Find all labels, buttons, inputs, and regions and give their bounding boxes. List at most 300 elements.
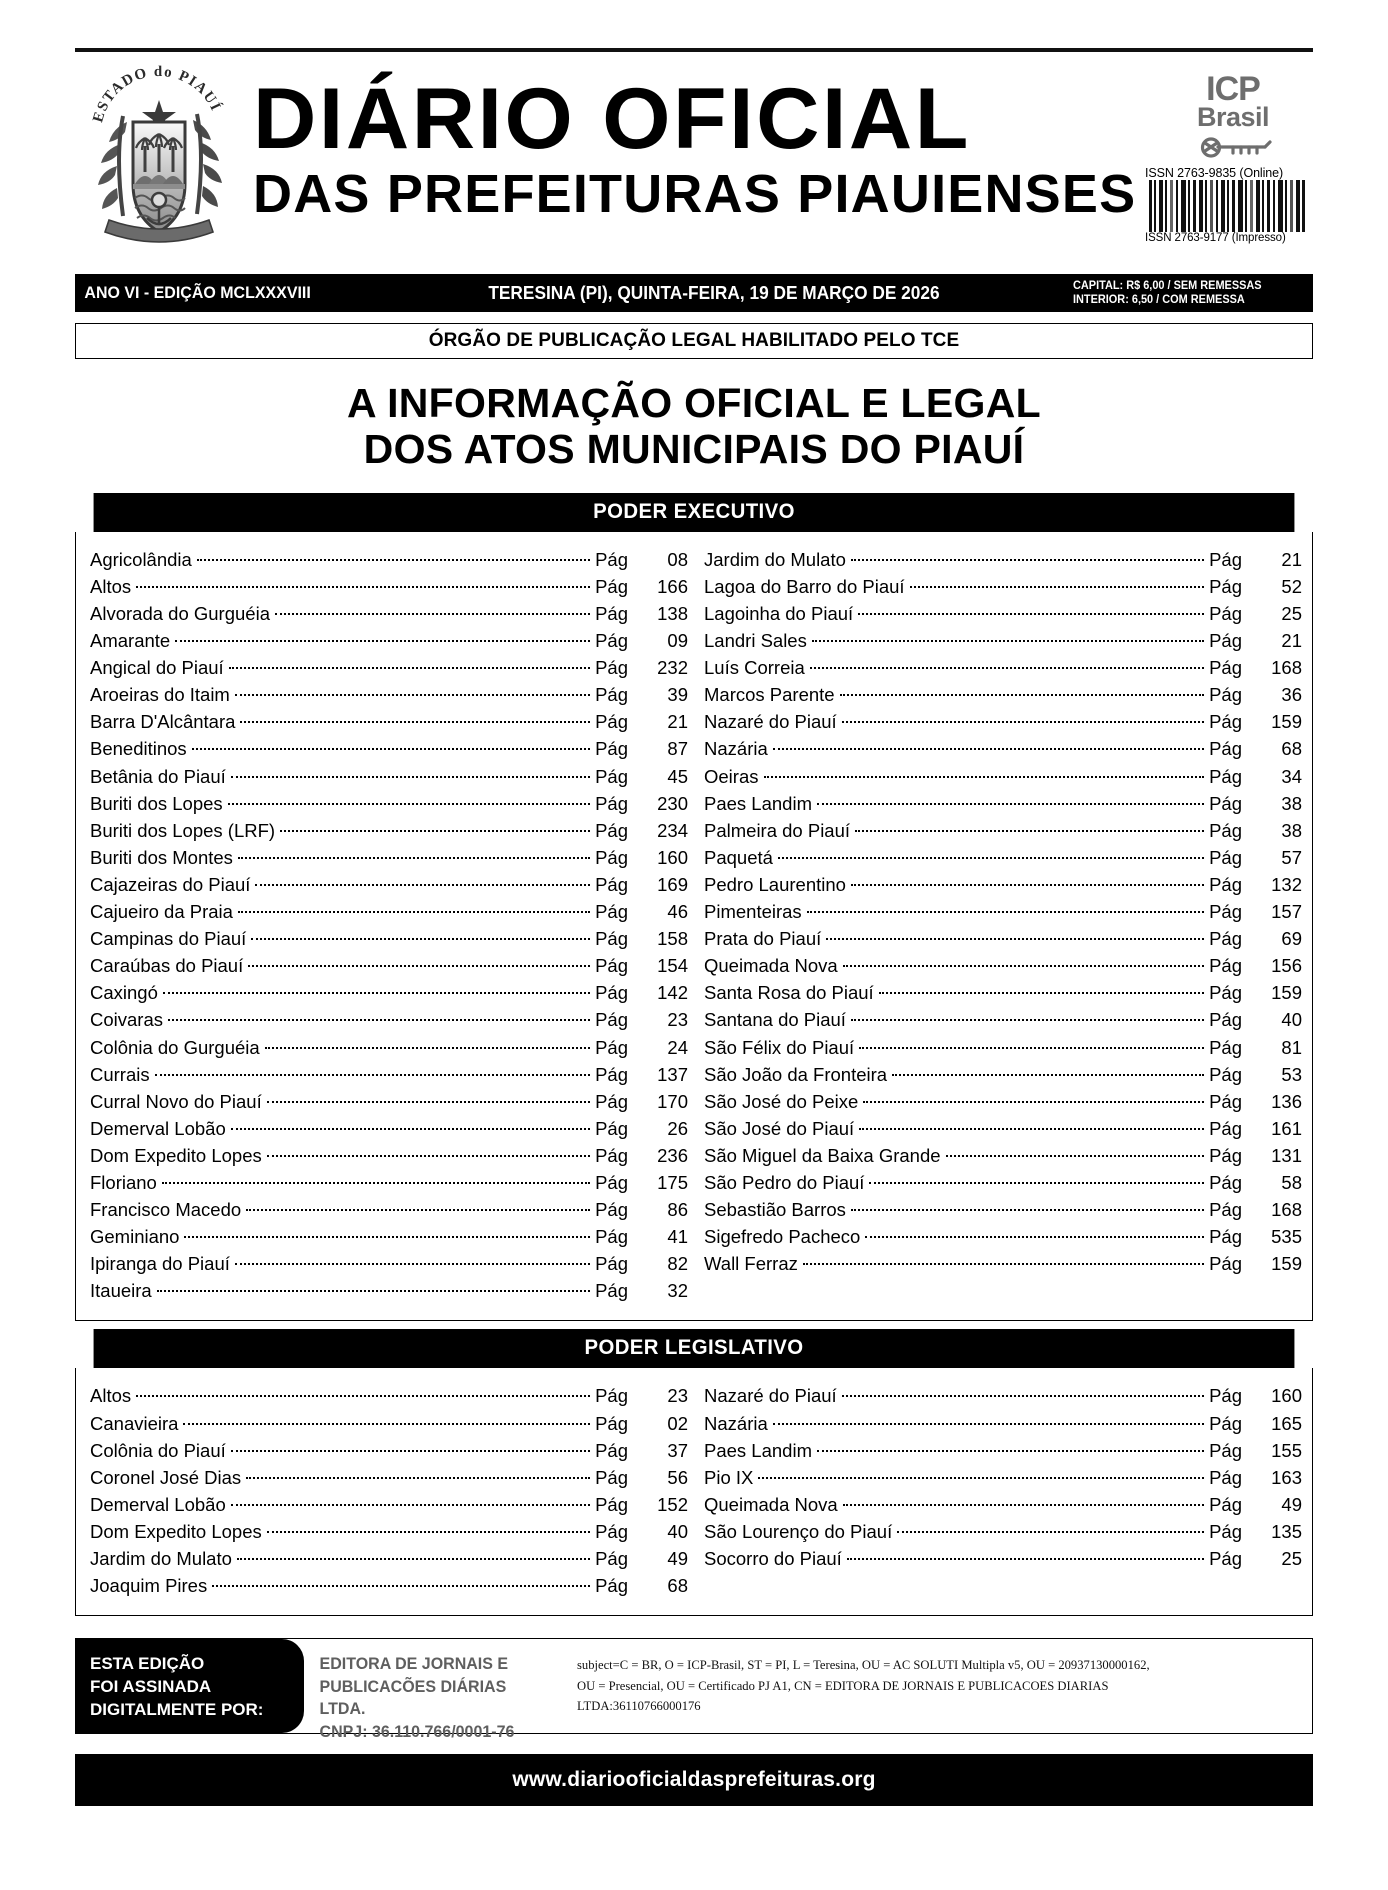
toc-entry-name: Betânia do Piauí [90,765,226,787]
toc-leader-dots [812,640,1204,642]
toc-page-number: 155 [1271,1439,1302,1461]
toc-entry[interactable] [90,1061,688,1088]
toc-entry[interactable] [90,1491,688,1518]
toc-entry-name: Amarante [90,630,171,652]
toc-page-number: 138 [657,603,688,624]
toc-entry[interactable] [704,763,1302,790]
toc-entry-name: Paquetá [704,846,773,868]
toc-entry[interactable] [90,1277,688,1304]
toc-entry-name: Barra D'Alcântara [90,711,236,733]
toc-page-number: 158 [657,928,688,950]
toc-entry[interactable] [90,817,688,844]
toc-entry[interactable] [704,1115,1302,1142]
toc-leader-dots [162,1182,590,1184]
toc-leader-dots [183,1423,590,1425]
certificate-subject [559,1639,1312,1733]
toc-page-number: 154 [657,955,688,977]
toc-pag-label: Pág [595,1466,628,1488]
toc-pag-label: Pág [1209,1199,1242,1221]
toc-entry[interactable] [90,1410,688,1437]
slogan-line-2: DOS ATOS MUNICIPAIS DO PIAUÍ [363,425,1025,472]
toc-entry[interactable] [90,1034,688,1061]
toc-entry-name: Agricolândia [90,548,192,570]
toc-entry-name: Wall Ferraz [704,1253,798,1275]
signature-badge-line-2: FOI ASSINADA [90,1676,212,1696]
svg-text:ESTADO do PIAUÍ: ESTADO do PIAUÍ [90,63,224,125]
price-info [1073,279,1301,308]
toc-pag-label: Pág [595,603,628,624]
toc-leader-dots [910,586,1205,588]
toc-entry-name: São Miguel da Baixa Grande [704,1144,941,1166]
issn-impresso-label: ISSN 2763-9177 (Impresso) [1145,232,1286,245]
toc-entry-name: Caraúbas do Piauí [90,955,244,977]
toc-leader-dots [778,857,1204,859]
toc-entry[interactable] [90,844,688,871]
toc-entry[interactable] [90,871,688,898]
toc-pag-label: Pág [595,1439,628,1461]
toc-entry[interactable] [704,681,1302,708]
toc-leader-dots [197,559,590,561]
toc-entry[interactable] [90,898,688,925]
toc-section [75,493,1313,1322]
toc-leader-dots [235,694,590,696]
toc-pag-label: Pág [595,738,628,760]
toc-page-number: 232 [657,657,688,679]
publisher-info [304,1639,551,1741]
toc-entry-name: Jardim do Mulato [90,1548,232,1569]
toc-pag-label: Pág [1209,548,1242,570]
toc-entry[interactable] [704,546,1302,573]
toc-entry[interactable] [90,1382,688,1409]
toc-leader-dots [865,1236,1204,1238]
toc-entry[interactable] [704,1545,1302,1572]
toc-entry-name: Angical do Piauí [90,657,224,679]
toc-entry[interactable] [90,1545,688,1572]
toc-leader-dots [859,1128,1204,1130]
toc-pag-label: Pág [595,1009,628,1031]
toc-leader-dots [842,1395,1204,1397]
toc-entry[interactable] [704,925,1302,952]
toc-leader-dots [192,748,590,750]
toc-entry[interactable] [90,763,688,790]
toc-page-number: 168 [1271,1199,1302,1221]
toc-pag-label: Pág [1209,630,1242,652]
toc-page-number: 21 [1281,548,1302,570]
toc-entry-name: Cajueiro da Praia [90,901,233,923]
toc-pag-label: Pág [1209,1493,1242,1515]
toc-entry[interactable] [90,1223,688,1250]
masthead-right-stack [1145,58,1313,245]
edition-info-bar [75,274,1313,312]
toc-leader-dots [275,613,590,615]
toc-column-left [80,546,694,1305]
toc-pag-label: Pág [595,765,628,787]
toc-page-number: 24 [667,1036,688,1058]
toc-leader-dots [758,1477,1204,1479]
toc-leader-dots [851,559,1204,561]
toc-entry[interactable] [90,1006,688,1033]
toc-entry-name: Curral Novo do Piauí [90,1090,262,1112]
toc-pag-label: Pág [595,1520,628,1542]
toc-entry-name: São José do Piauí [704,1117,855,1139]
toc-leader-dots [255,884,590,886]
toc-entry-name: São João da Fronteira [704,1063,888,1085]
toc-entry[interactable] [90,573,688,600]
toc-entry[interactable] [704,790,1302,817]
toc-pag-label: Pág [1209,738,1242,760]
toc-leader-dots [240,721,590,723]
toc-page-number: 163 [1271,1466,1302,1488]
toc-entry-name: Altos [90,1385,132,1407]
signature-badge-line-1: ESTA EDIÇÃO [90,1654,205,1674]
toc-page-number: 131 [1271,1144,1302,1166]
toc-pag-label: Pág [595,657,628,679]
toc-section-body [75,1368,1313,1616]
toc-pag-label: Pág [595,1199,628,1221]
toc-entry-name: São Félix do Piauí [704,1036,855,1058]
toc-leader-dots [847,1558,1204,1560]
icp-brasil-wordmark [1153,70,1313,133]
icp-label: ICP [1206,70,1260,108]
toc-pag-label: Pág [595,901,628,923]
toc-page-number: 34 [1281,765,1302,787]
toc-page-number: 58 [1281,1171,1302,1193]
toc-pag-label: Pág [595,1412,628,1434]
barcode-online [1147,180,1307,232]
toc-entry-name: Demerval Lobão [90,1493,226,1515]
toc-pag-label: Pág [1209,1439,1242,1461]
toc-pag-label: Pág [595,711,628,733]
key-icon [1191,132,1275,162]
toc-pag-label: Pág [595,1117,628,1139]
toc-entry-name: Nazária [704,738,768,760]
toc-page-number: 37 [667,1439,688,1461]
website-footer-bar[interactable] [75,1754,1313,1806]
toc-sections [75,493,1313,1616]
toc-pag-label: Pág [1209,1063,1242,1085]
toc-entry-name: Alvorada do Gurguéia [90,603,270,624]
toc-entry[interactable] [704,1142,1302,1169]
toc-leader-dots [163,992,590,994]
publisher-line-2: PUBLICACÕES DIÁRIAS LTDA. [319,1677,507,1719]
toc-entry-name: Campinas do Piauí [90,928,247,950]
toc-page-number: 135 [1271,1520,1302,1542]
toc-leader-dots [231,1450,590,1452]
toc-leader-dots [248,965,590,967]
toc-entry[interactable] [90,735,688,762]
toc-entry[interactable] [90,979,688,1006]
toc-entry[interactable] [704,1006,1302,1033]
toc-column-left [80,1382,694,1599]
ano-edicao-label: ANO VI - EDIÇÃO MCLXXXVIII [84,283,311,302]
toc-page-number: 40 [667,1520,688,1542]
toc-pag-label: Pág [1209,792,1242,814]
toc-pag-label: Pág [595,1063,628,1085]
page-subtitle: DAS PREFEITURAS PIAUIENSES [253,163,1137,224]
toc-leader-dots [168,1019,590,1021]
toc-pag-label: Pág [595,819,628,841]
toc-leader-dots [855,830,1204,832]
toc-pag-label: Pág [1209,765,1242,787]
toc-entry[interactable] [704,1410,1302,1437]
toc-entry[interactable] [704,1223,1302,1250]
toc-pag-label: Pág [595,982,628,1004]
toc-entry[interactable] [90,600,688,627]
toc-entry[interactable] [90,1196,688,1223]
tce-banner [75,323,1313,359]
masthead-title-block [243,58,1147,224]
toc-leader-dots [231,1504,590,1506]
toc-page-number: 38 [1281,819,1302,841]
toc-entry[interactable] [704,979,1302,1006]
toc-pag-label: Pág [595,1036,628,1058]
toc-page-number: 02 [667,1412,688,1434]
toc-entry[interactable] [704,871,1302,898]
certificate-line-3: LTDA:36110766000176 [577,1698,701,1713]
toc-page-number: 08 [667,548,688,570]
toc-entry-name: Colônia do Piauí [90,1439,226,1461]
toc-leader-dots [773,748,1204,750]
toc-entry-name: São Lourenço do Piauí [704,1520,893,1542]
toc-entry[interactable] [704,1491,1302,1518]
toc-pag-label: Pág [1209,603,1242,624]
toc-page-number: 53 [1281,1063,1302,1085]
toc-leader-dots [212,1585,590,1587]
toc-entry[interactable] [90,1518,688,1545]
slogan [75,381,1313,473]
toc-entry[interactable] [704,654,1302,681]
toc-pag-label: Pág [1209,1385,1242,1407]
toc-pag-label: Pág [595,1226,628,1248]
toc-entry-name: Pio IX [704,1466,754,1488]
toc-page-number: 23 [667,1385,688,1407]
toc-entry[interactable] [90,654,688,681]
toc-entry[interactable] [90,790,688,817]
toc-leader-dots [807,911,1204,913]
toc-entry-name: Queimada Nova [704,955,838,977]
toc-pag-label: Pág [595,792,628,814]
toc-pag-label: Pág [1209,1144,1242,1166]
toc-entry[interactable] [90,952,688,979]
toc-page-number: 136 [1271,1090,1302,1112]
toc-section-title: PODER EXECUTIVO [94,493,1295,532]
toc-page-number: 21 [1281,630,1302,652]
toc-leader-dots [267,1531,590,1533]
toc-section-body [75,532,1313,1322]
toc-entry-name: Dom Expedito Lopes [90,1520,262,1542]
toc-entry-name: Geminiano [90,1226,180,1248]
toc-entry[interactable] [704,573,1302,600]
toc-leader-dots [817,1450,1204,1452]
toc-pag-label: Pág [595,630,628,652]
toc-entry[interactable] [90,925,688,952]
toc-entry[interactable] [90,1464,688,1491]
toc-section-title: PODER LEGISLATIVO [94,1329,1295,1368]
toc-entry-name: Currais [90,1063,150,1085]
toc-leader-dots [826,938,1204,940]
toc-entry[interactable] [704,898,1302,925]
toc-leader-dots [840,694,1204,696]
toc-pag-label: Pág [1209,1548,1242,1569]
toc-page-number: 57 [1281,846,1302,868]
toc-entry[interactable] [90,681,688,708]
toc-entry[interactable] [90,1115,688,1142]
toc-page-number: 86 [667,1199,688,1221]
toc-entry[interactable] [90,1142,688,1169]
toc-leader-dots [810,667,1204,669]
toc-leader-dots [863,1101,1204,1103]
toc-entry[interactable] [704,844,1302,871]
toc-entry-name: Sigefredo Pacheco [704,1226,861,1248]
toc-page-number: 21 [667,711,688,733]
piaui-coat-of-arms-icon [75,60,243,256]
toc-pag-label: Pág [1209,928,1242,950]
toc-entry[interactable] [704,952,1302,979]
toc-leader-dots [229,667,590,669]
toc-pag-label: Pág [595,1171,628,1193]
toc-entry[interactable] [704,708,1302,735]
toc-leader-dots [265,1047,590,1049]
toc-entry[interactable] [704,1088,1302,1115]
toc-entry[interactable] [704,1034,1302,1061]
toc-entry[interactable] [704,1196,1302,1223]
toc-entry[interactable] [704,1382,1302,1409]
toc-leader-dots [843,1504,1204,1506]
toc-leader-dots [851,1209,1204,1211]
website-url-label[interactable]: www.diariooficialdasprefeituras.org [512,1768,876,1792]
toc-page-number: 160 [1271,1385,1302,1407]
toc-page-number: 49 [1281,1493,1302,1515]
toc-pag-label: Pág [1209,1090,1242,1112]
toc-entry-name: Floriano [90,1171,157,1193]
toc-page-number: 159 [1271,1253,1302,1275]
toc-pag-label: Pág [1209,901,1242,923]
toc-entry-name: Francisco Macedo [90,1199,242,1221]
toc-pag-label: Pág [1209,1117,1242,1139]
toc-entry-name: Sebastião Barros [704,1199,846,1221]
toc-entry-name: Aroeiras do Itaim [90,684,230,706]
toc-entry[interactable] [704,1061,1302,1088]
toc-leader-dots [238,911,590,913]
toc-entry[interactable] [90,1437,688,1464]
toc-pag-label: Pág [1209,873,1242,895]
toc-pag-label: Pág [1209,1036,1242,1058]
toc-pag-label: Pág [595,1575,628,1597]
toc-entry[interactable] [704,600,1302,627]
toc-entry-name: Demerval Lobão [90,1117,226,1139]
icp-brasil-logo [1153,70,1313,162]
toc-entry[interactable] [704,817,1302,844]
toc-entry[interactable] [704,735,1302,762]
toc-entry[interactable] [704,1437,1302,1464]
toc-entry[interactable] [90,1572,688,1599]
toc-leader-dots [251,938,590,940]
toc-page-number: 156 [1271,955,1302,977]
toc-entry-name: São José do Peixe [704,1090,859,1112]
toc-column-right [694,1382,1308,1599]
toc-page-number: 230 [657,792,688,814]
toc-entry[interactable] [704,1518,1302,1545]
signature-badge [76,1639,304,1733]
toc-entry[interactable] [704,1464,1302,1491]
toc-entry-name: Colônia do Gurguéia [90,1036,260,1058]
toc-pag-label: Pág [595,1548,628,1569]
toc-entry-name: Pimenteiras [704,901,802,923]
toc-pag-label: Pág [1209,711,1242,733]
toc-pag-label: Pág [595,1090,628,1112]
toc-page-number: 23 [667,1009,688,1031]
toc-page-number: 152 [657,1493,688,1515]
toc-page-number: 52 [1281,575,1302,597]
toc-entry[interactable] [704,627,1302,654]
toc-entry[interactable] [90,546,688,573]
toc-pag-label: Pág [595,955,628,977]
toc-page-number: 68 [1281,738,1302,760]
toc-entry-name: Canavieira [90,1412,179,1434]
toc-pag-label: Pág [595,575,628,597]
toc-page-number: 161 [1271,1117,1302,1139]
toc-page-number: 32 [667,1280,688,1302]
toc-pag-label: Pág [1209,1520,1242,1542]
toc-entry[interactable] [90,1250,688,1277]
toc-page-number: 68 [667,1575,688,1597]
toc-pag-label: Pág [595,1385,628,1407]
toc-entry[interactable] [90,627,688,654]
publisher-line-1: EDITORA DE JORNAIS E [319,1655,509,1674]
toc-page-number: 87 [667,738,688,760]
toc-entry-name: Queimada Nova [704,1493,838,1515]
toc-page-number: 69 [1281,928,1302,950]
toc-entry-name: Marcos Parente [704,684,835,706]
toc-entry-name: Coivaras [90,1009,163,1031]
toc-leader-dots [773,1423,1204,1425]
toc-pag-label: Pág [1209,657,1242,679]
toc-pag-label: Pág [1209,819,1242,841]
toc-pag-label: Pág [595,873,628,895]
toc-leader-dots [858,613,1204,615]
toc-pag-label: Pág [595,1144,628,1166]
toc-entry-name: Buriti dos Lopes (LRF) [90,819,276,841]
toc-entry[interactable] [90,1088,688,1115]
toc-entry[interactable] [704,1169,1302,1196]
masthead [75,52,1313,270]
toc-entry-name: Nazaré do Piauí [704,711,837,733]
toc-page-number: 165 [1271,1412,1302,1434]
toc-pag-label: Pág [1209,575,1242,597]
toc-pag-label: Pág [1209,846,1242,868]
toc-entry[interactable] [90,708,688,735]
toc-page-number: 168 [1271,657,1302,679]
toc-pag-label: Pág [595,684,628,706]
toc-entry-name: Luís Correia [704,657,805,679]
toc-page-number: 157 [1271,901,1302,923]
toc-page-number: 09 [667,630,688,652]
toc-leader-dots [237,1558,590,1560]
slogan-line-1: A INFORMAÇÃO OFICIAL E LEGAL [347,380,1041,426]
toc-entry[interactable] [704,1250,1302,1277]
toc-page-number: 39 [667,684,688,706]
toc-page-number: 142 [657,982,688,1004]
toc-page-number: 25 [1281,603,1302,624]
toc-leader-dots [231,776,590,778]
toc-entry-name: Jardim do Mulato [704,548,846,570]
toc-entry[interactable] [90,1169,688,1196]
toc-entry-name: Caxingó [90,982,158,1004]
toc-page-number: 137 [657,1063,688,1085]
toc-pag-label: Pág [1209,1009,1242,1031]
certificate-line-2: OU = Presencial, OU = Certificado PJ A1, CN = EDITORA DE JORNAIS E PUBLICACOES DIARIAS [577,1678,1109,1693]
toc-page-number: 170 [657,1090,688,1112]
